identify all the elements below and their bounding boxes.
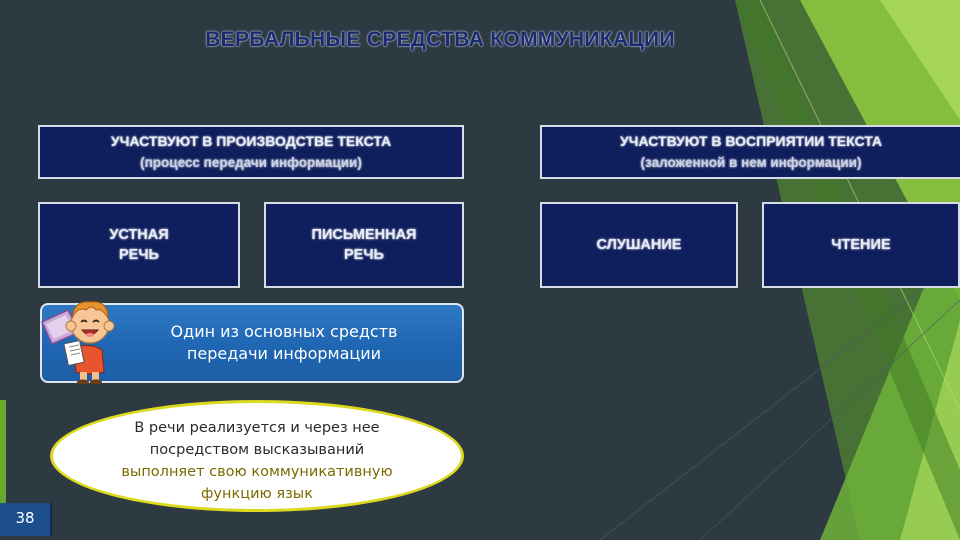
speech-note-line-1: В речи реализуется и через нее: [134, 420, 380, 436]
slide-number: 38: [0, 503, 52, 536]
info-callout-text: Один из основных средств передачи информации: [170, 322, 398, 363]
written-speech-box: [264, 202, 464, 288]
production-subheading: (процесс передачи информации): [140, 155, 362, 170]
perception-subheading: (заложенной в нем информации): [640, 155, 862, 170]
speech-note-line-3: выполняет свою коммуникативную: [121, 464, 393, 480]
reading-label: ЧТЕНИЕ: [831, 237, 891, 253]
slide-title: ВЕРБАЛЬНЫЕ СРЕДСТВА КОММУНИКАЦИИ: [205, 28, 675, 51]
reading-box: [762, 202, 960, 288]
production-heading-box: [38, 125, 464, 179]
perception-heading: УЧАСТВУЮТ В ВОСПРИЯТИИ ТЕКСТА: [619, 133, 883, 149]
oral-speech-box: [38, 202, 240, 288]
speech-note-line-4: функцию язык: [201, 486, 313, 502]
perception-heading-box: [540, 125, 960, 179]
cartoon-boy-with-book-icon: [38, 292, 118, 384]
listening-box: [540, 202, 738, 288]
written-speech-label: ПИСЬМЕННАЯ РЕЧЬ: [311, 227, 417, 263]
listening-label: СЛУШАНИЕ: [596, 237, 682, 253]
left-accent-strip: [0, 400, 6, 503]
speech-note-line-2: посредством высказываний: [149, 442, 365, 458]
oral-speech-label: УСТНАЯ РЕЧЬ: [109, 227, 169, 263]
speech-note-ellipse: [50, 400, 464, 512]
production-heading: УЧАСТВУЮТ В ПРОИЗВОДСТВЕ ТЕКСТА: [110, 133, 392, 149]
